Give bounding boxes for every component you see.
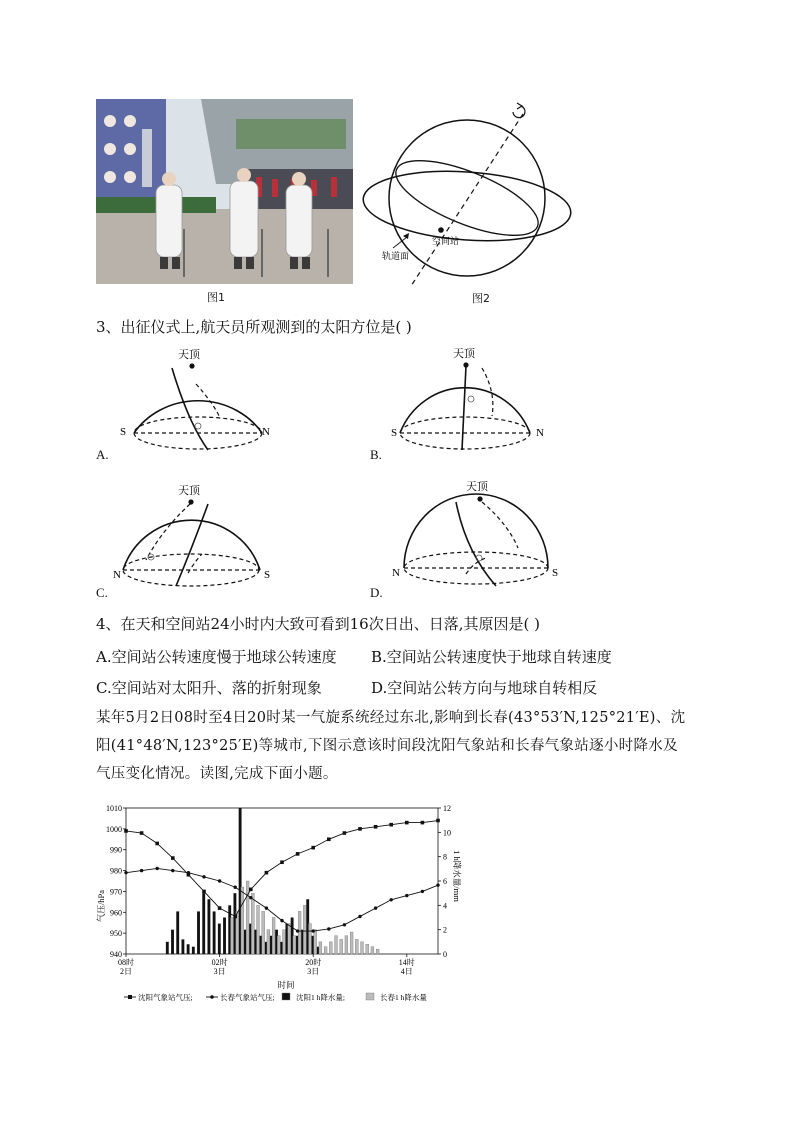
pressure-point <box>311 846 315 850</box>
y-right-tick-label: 12 <box>443 804 451 813</box>
precip-bar <box>283 930 286 954</box>
y-left-tick-label: 1000 <box>106 824 122 834</box>
option-d-diagram <box>370 472 560 596</box>
option-d-left-dir: N <box>392 567 400 579</box>
passage-line-3: 气压变化情况。读图,完成下面小题。 <box>96 766 338 782</box>
y-right-tick-label: 2 <box>443 925 447 935</box>
y-left-tick-label: 970 <box>110 887 122 897</box>
pressure-point <box>389 823 393 827</box>
precip-bar <box>213 911 216 954</box>
x-tick-day: 3日 <box>213 967 226 976</box>
pressure-point <box>187 871 190 874</box>
precip-bar <box>267 930 270 954</box>
pressure-point <box>155 842 159 846</box>
precip-bar <box>288 924 291 954</box>
precip-bar <box>231 918 234 955</box>
pressure-point <box>265 906 268 909</box>
y-right-tick-label: 10 <box>443 828 451 838</box>
precip-bar <box>187 944 190 954</box>
pressure-point <box>171 869 174 872</box>
y-left-tick-label: 990 <box>110 845 122 855</box>
precip-bar <box>345 936 348 954</box>
precip-bar <box>176 911 179 954</box>
question-4-option-b: B.空间站公转速度快于地球自转速度 <box>371 648 612 666</box>
pressure-point <box>218 879 221 882</box>
station-label: 空间站 <box>432 236 460 246</box>
chart-legend <box>124 992 427 1002</box>
passage-line-1: 某年5月2日08时至4日20时某一气旋系统经过东北,影响到长春(43°53′N,125°21′E)、沈 <box>96 710 686 726</box>
precip-bar <box>324 947 327 954</box>
question-4-option-c: C.空间站对太阳升、落的折射现象 <box>96 679 322 697</box>
pressure-point <box>265 871 269 875</box>
y-left-tick-label: 940 <box>110 950 122 959</box>
precip-bar <box>223 918 226 955</box>
x-axis-label: 时间 <box>277 980 295 990</box>
equator-ellipse <box>387 145 547 250</box>
precip-bar <box>272 918 275 955</box>
pressure-point <box>202 890 206 894</box>
pressure-point <box>296 852 300 856</box>
orbit-ellipse <box>361 165 573 247</box>
option-a-zenith: 天顶 <box>178 349 200 361</box>
ceremony-photo-drawing <box>96 99 353 284</box>
option-d-zenith: 天顶 <box>466 481 488 493</box>
pressure-point <box>327 837 331 841</box>
y-left-tick-label: 1010 <box>106 804 122 813</box>
x-tick-time: 20时 <box>305 958 322 967</box>
pressure-point <box>296 929 299 932</box>
pressure-point <box>358 827 362 831</box>
pressure-point <box>233 915 237 919</box>
y-left-tick-label: 960 <box>110 908 122 918</box>
precip-bar <box>335 936 338 954</box>
question-4-stem: 4、在天和空间站24小时内大致可看到16次日出、日落,其原因是( ) <box>96 615 540 633</box>
pressure-point <box>280 919 283 922</box>
option-a-right-dir: N <box>262 426 270 438</box>
pressure-point <box>421 821 425 825</box>
option-a-letter: A. <box>96 447 109 462</box>
option-b-right-dir: N <box>536 427 544 439</box>
precip-bar <box>192 947 195 954</box>
option-c-zenith: 天顶 <box>178 485 200 497</box>
pressure-point <box>358 915 361 918</box>
pressure-point <box>327 927 330 930</box>
pressure-point <box>374 825 378 829</box>
option-d-right-dir: S <box>552 567 559 579</box>
pressure-point <box>156 867 159 870</box>
pressure-point <box>234 886 237 889</box>
pressure-point <box>249 888 253 892</box>
pressure-point <box>124 871 127 874</box>
pressure-point <box>280 860 284 864</box>
precip-bar <box>262 911 265 954</box>
precip-bar <box>350 932 353 954</box>
ceremony-photo <box>96 99 353 284</box>
legend-bar-swatch <box>282 993 290 1000</box>
legend-bar-swatch <box>366 993 374 1000</box>
figure2-caption: 图2 <box>472 292 490 305</box>
option-c-left-dir: N <box>113 569 121 581</box>
precip-bar <box>329 942 332 954</box>
precip-bar <box>257 905 260 954</box>
pressure-point <box>421 890 424 893</box>
legend-item-label: 沈阳气象站气压; <box>138 993 193 1002</box>
legend-marker <box>128 995 132 999</box>
precip-bar <box>355 939 358 954</box>
pressure-point <box>249 896 252 899</box>
x-tick-day: 2日 <box>120 967 132 976</box>
pressure-point <box>343 831 347 835</box>
question-3-stem: 3、出征仪式上,航天员所观测到的太阳方位是( ) <box>96 318 412 336</box>
option-d-letter: D. <box>370 585 383 600</box>
pressure-line <box>126 821 438 917</box>
option-c-letter: C. <box>96 585 108 600</box>
precip-bar <box>218 924 221 954</box>
option-c-diagram <box>96 478 276 600</box>
y-right-tick-label: 0 <box>443 950 447 959</box>
precip-bar <box>298 911 301 954</box>
y-left-tick-label: 950 <box>110 929 122 939</box>
x-tick-day: 4日 <box>400 967 413 976</box>
precip-bar <box>340 939 343 954</box>
precip-bar <box>371 947 374 954</box>
orbit-plane-label: 轨道面 <box>382 251 410 261</box>
option-b-letter: B. <box>370 447 382 462</box>
precip-bar <box>197 911 200 954</box>
precip-bar <box>207 899 210 954</box>
earth-circle <box>389 120 545 276</box>
pressure-precip-chart <box>96 796 462 1008</box>
pressure-point <box>171 856 175 860</box>
precip-bar <box>361 942 364 954</box>
pressure-point <box>405 894 408 897</box>
precip-bar <box>319 942 322 954</box>
passage-line-2: 阳(41°48′N,123°25′E)等城市,下图示意该时间段沈阳气象站和长春气象站逐小时降水及 <box>96 738 678 754</box>
figure1-caption: 图1 <box>207 291 225 304</box>
pressure-point <box>140 869 143 872</box>
precip-bar <box>171 930 174 954</box>
precip-bar <box>202 893 205 954</box>
pressure-point <box>436 883 439 886</box>
pressure-point <box>390 898 393 901</box>
pressure-point <box>218 906 222 910</box>
precip-bar <box>251 893 254 954</box>
question-4-option-a: A.空间站公转速度慢于地球公转速度 <box>96 648 337 666</box>
option-b-zenith: 天顶 <box>453 348 475 360</box>
precip-bar <box>277 936 280 954</box>
pressure-point <box>343 923 346 926</box>
option-a-diagram <box>96 342 276 464</box>
precip-bar <box>293 936 296 954</box>
question-4-option-d: D.空间站公转方向与地球自转相反 <box>371 679 598 697</box>
y-right-tick-label: 8 <box>443 852 447 862</box>
precip-bar <box>166 942 169 954</box>
legend-item-label: 沈阳1 h降水量; <box>296 993 345 1002</box>
precip-bar <box>181 939 184 954</box>
precip-bar <box>376 949 379 954</box>
legend-marker <box>210 995 214 999</box>
option-c-right-dir: S <box>264 569 271 581</box>
y-right-tick-label: 4 <box>443 901 447 911</box>
legend-item-label: 长春1 h降水量 <box>380 993 427 1002</box>
pressure-point <box>312 929 315 932</box>
option-b-diagram <box>370 342 550 464</box>
x-tick-time: 14时 <box>398 958 415 967</box>
precip-bar <box>246 881 249 954</box>
pressure-point <box>405 821 409 825</box>
earth-axis <box>411 114 523 286</box>
orbit-diagram <box>355 96 580 296</box>
precip-bar <box>314 930 317 954</box>
precip-bar <box>366 944 369 954</box>
precip-bar <box>241 887 244 954</box>
y-right-axis-label: 1 h降水量/mm <box>452 850 462 902</box>
pressure-point <box>436 819 440 823</box>
passage <box>96 704 716 788</box>
station-dot <box>438 227 444 233</box>
y-left-tick-label: 980 <box>110 866 122 876</box>
legend-item-label: 长春气象站气压; <box>220 993 275 1002</box>
pressure-point <box>140 831 144 835</box>
pressure-point <box>202 875 205 878</box>
pressure-point <box>124 829 128 833</box>
option-a-left-dir: S <box>120 426 127 438</box>
x-tick-time: 02时 <box>211 958 228 967</box>
x-tick-day: 3日 <box>307 967 320 976</box>
precip-bar <box>309 924 312 954</box>
precip-bar <box>303 905 306 954</box>
y-right-tick-label: 6 <box>443 877 447 886</box>
pressure-point <box>374 906 377 909</box>
y-left-axis-label: 气压/hPa <box>96 889 106 923</box>
x-tick-time: 08时 <box>118 958 134 967</box>
option-b-left-dir: S <box>391 427 398 439</box>
